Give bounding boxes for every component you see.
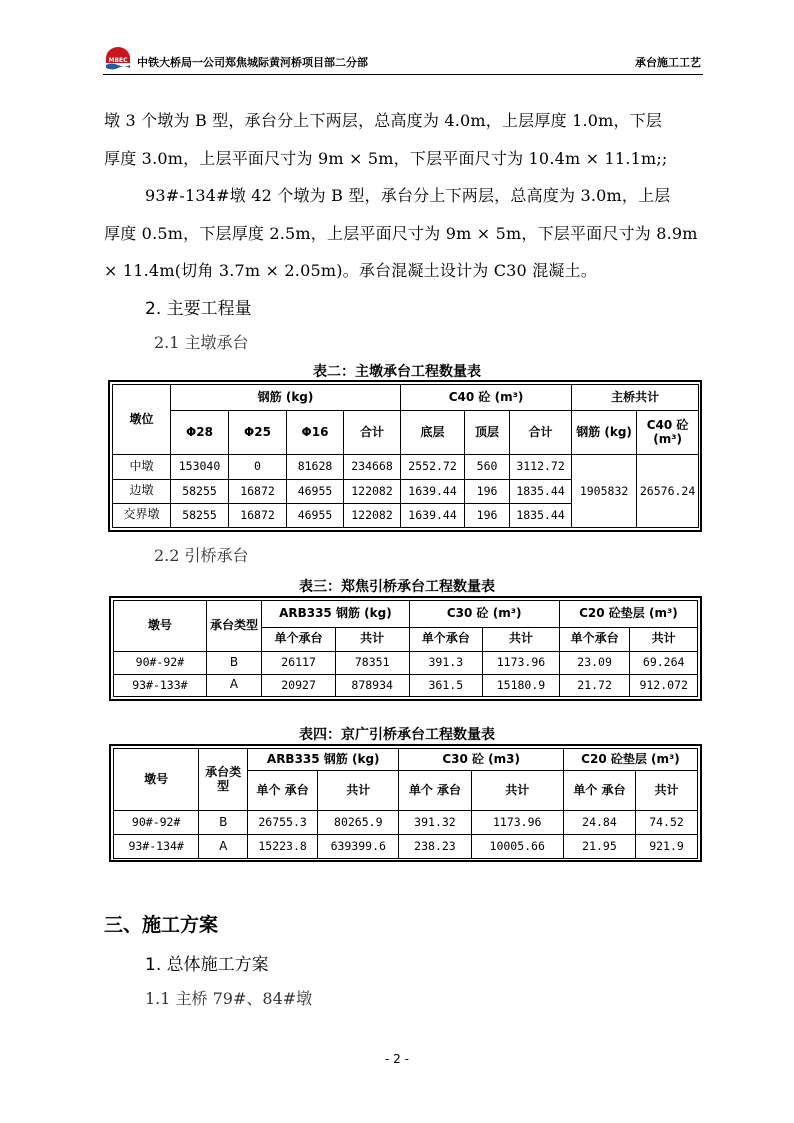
para-line-3: 93#-134#墩 42 个墩为 B 型，承台分上下两层，总高度为 3.0m，上层	[145, 186, 671, 205]
t2-r0-c6: 560	[465, 455, 510, 479]
t4-r0-c7: 74.52	[636, 811, 698, 835]
t2-group-concrete: C40 砼 (m³)	[401, 385, 572, 411]
t4-r1-c6: 21.95	[563, 835, 635, 859]
t2-sub-top: 顶层	[465, 411, 510, 455]
t4-sub-2: 单个 承台	[399, 771, 471, 811]
t3-sub-2: 单个承台	[409, 627, 483, 652]
t2-sub-phi25: Φ25	[229, 411, 287, 455]
t3-r1-c7: 912.072	[630, 674, 698, 697]
para-line-4: 厚度 0.5m，下层厚度 2.5m，上层平面尺寸为 9m × 5m，下层平面尺寸为 8.9m	[104, 224, 698, 243]
para-line-1: 墩 3 个墩为 B 型，承台分上下两层，总高度为 4.0m，上层厚度 1.0m，下层	[104, 111, 663, 130]
t3-r0-c6: 23.09	[559, 652, 630, 674]
t3-r1-c3: 878934	[335, 674, 409, 697]
t3-sub-3: 共计	[483, 627, 560, 652]
t2-r2-c4: 122082	[344, 503, 401, 527]
t2-r0-c4: 234668	[344, 455, 401, 479]
page-number: - 2 -	[385, 1052, 409, 1066]
t4-r1-c2: 15223.8	[248, 835, 318, 859]
table3	[109, 596, 702, 701]
t4-r0-c4: 391.32	[399, 811, 471, 835]
t3-r0-c3: 78351	[335, 652, 409, 674]
t4-r0-c0: 90#-92#	[114, 811, 199, 835]
company-logo-icon	[103, 44, 133, 72]
t3-sub-1: 共计	[335, 627, 409, 652]
t2-total-concrete: 26576.24	[637, 455, 699, 528]
t3-group-concrete: C30 砼 (m³)	[409, 601, 559, 628]
t2-r0-c5: 2552.72	[401, 455, 465, 479]
t2-r1-c3: 46955	[287, 479, 344, 503]
t4-r1-c5: 10005.66	[471, 835, 563, 859]
heading-main-bridge-piers: 1.1 主桥 79#、84#墩	[145, 989, 313, 1008]
t2-sub-steel-sum: 合计	[344, 411, 401, 455]
t4-col-pier: 墩号	[114, 749, 199, 811]
t2-r2-c1: 58255	[171, 503, 229, 527]
t3-r1-c4: 361.5	[409, 674, 483, 697]
table-row	[114, 811, 698, 835]
t3-sub-5: 共计	[630, 627, 698, 652]
t2-group-steel: 钢筋 (kg)	[171, 385, 401, 411]
t4-r0-c3: 80265.9	[318, 811, 399, 835]
t4-r0-c2: 26755.3	[248, 811, 318, 835]
table-row	[114, 835, 698, 859]
t3-r1-c2: 20927	[262, 674, 336, 697]
table-row	[114, 652, 698, 674]
t2-r2-c5: 1639.44	[401, 503, 465, 527]
t2-r2-c2: 16872	[229, 503, 287, 527]
t2-r2-c7: 1835.44	[510, 503, 572, 527]
t4-r1-c1: A	[199, 835, 248, 859]
t2-r1-c6: 196	[465, 479, 510, 503]
t3-group-cushion: C20 砼垫层 (m³)	[559, 601, 697, 628]
t2-total-steel-header: 钢筋 (kg)	[572, 411, 637, 455]
t2-group-total: 主桥共计	[572, 385, 699, 411]
t4-sub-4: 单个 承台	[563, 771, 635, 811]
t3-r1-c0: 93#-133#	[114, 674, 207, 697]
t3-r1-c6: 21.72	[559, 674, 630, 697]
t2-r0-c3: 81628	[287, 455, 344, 479]
t3-r0-c5: 1173.96	[483, 652, 560, 674]
table4	[109, 744, 702, 862]
t3-sub-4: 单个承台	[559, 627, 630, 652]
t4-sub-1: 共计	[318, 771, 399, 811]
t4-r0-c5: 1173.96	[471, 811, 563, 835]
t3-sub-0: 单个承台	[262, 627, 336, 652]
t3-col-pier: 墩号	[114, 601, 207, 652]
t2-col-pier: 墩位	[113, 385, 171, 455]
t4-r1-c3: 639399.6	[318, 835, 399, 859]
svg-text:MBEC: MBEC	[108, 57, 128, 64]
para-line-2: 厚度 3.0m，上层平面尺寸为 9m × 5m，下层平面尺寸为 10.4m × 11.1m;;	[104, 149, 668, 168]
t2-r1-c2: 16872	[229, 479, 287, 503]
heading-main-pier-cap: 2.1 主墩承台	[154, 333, 249, 352]
t4-col-type: 承台类型	[199, 749, 248, 811]
t2-total-steel: 1905832	[572, 455, 637, 528]
table2-caption: 表二：主墩承台工程数量表	[313, 364, 481, 380]
t3-r0-c7: 69.264	[630, 652, 698, 674]
t2-r1-c1: 58255	[171, 479, 229, 503]
t3-group-steel: ARB335 钢筋 (kg)	[262, 601, 409, 628]
t3-r0-c2: 26117	[262, 652, 336, 674]
t2-r2-c3: 46955	[287, 503, 344, 527]
header-doc-title: 承台施工工艺	[635, 56, 701, 69]
table-row	[113, 455, 699, 479]
heading-main-quantities: 2. 主要工程量	[145, 299, 252, 319]
t3-r0-c1: B	[206, 652, 261, 674]
t3-r1-c1: A	[206, 674, 261, 697]
table-row	[114, 674, 698, 697]
table4-caption: 表四：京广引桥承台工程数量表	[299, 727, 495, 743]
t4-r1-c4: 238.23	[399, 835, 471, 859]
para-line-5: × 11.4m(切角 3.7m × 2.05m)。承台混凝土设计为 C30 混凝土。	[104, 261, 598, 280]
t2-r1-c4: 122082	[344, 479, 401, 503]
t2-sub-bottom: 底层	[401, 411, 465, 455]
t4-sub-0: 单个 承台	[248, 771, 318, 811]
t3-r0-c0: 90#-92#	[114, 652, 207, 674]
t2-sub-phi28: Φ28	[171, 411, 229, 455]
t4-r0-c1: B	[199, 811, 248, 835]
t4-r1-c7: 921.9	[636, 835, 698, 859]
t2-r1-c0: 边墩	[113, 479, 171, 503]
t4-sub-5: 共计	[636, 771, 698, 811]
t4-r0-c6: 24.84	[563, 811, 635, 835]
t2-r2-c0: 交界墩	[113, 503, 171, 527]
t3-r1-c5: 15180.9	[483, 674, 560, 697]
t2-r0-c7: 3112.72	[510, 455, 572, 479]
heading-construction-plan: 三、施工方案	[104, 914, 219, 936]
heading-overall-plan: 1. 总体施工方案	[145, 955, 269, 975]
t2-r0-c1: 153040	[171, 455, 229, 479]
t2-r1-c7: 1835.44	[510, 479, 572, 503]
heading-approach-pier-cap: 2.2 引桥承台	[154, 546, 249, 565]
t2-r2-c6: 196	[465, 503, 510, 527]
t4-r1-c0: 93#-134#	[114, 835, 199, 859]
t2-r0-c0: 中墩	[113, 455, 171, 479]
table3-caption: 表三：郑焦引桥承台工程数量表	[299, 579, 495, 595]
table2	[108, 380, 702, 532]
t2-sub-phi16: Φ16	[287, 411, 344, 455]
page-header	[103, 44, 703, 75]
t2-total-conc-header: C40 砼 (m³)	[637, 411, 699, 455]
t2-sub-conc-sum: 合计	[510, 411, 572, 455]
t2-r0-c2: 0	[229, 455, 287, 479]
t4-group-cushion: C20 砼垫层 (m³)	[563, 749, 697, 771]
t4-group-concrete: C30 砼 (m3)	[399, 749, 564, 771]
t4-sub-3: 共计	[471, 771, 563, 811]
t3-r0-c4: 391.3	[409, 652, 483, 674]
t2-r1-c5: 1639.44	[401, 479, 465, 503]
t3-col-type: 承台类型	[206, 601, 261, 652]
t4-group-steel: ARB335 钢筋 (kg)	[248, 749, 399, 771]
header-company: 中铁大桥局一公司郑焦城际黄河桥项目部二分部	[137, 56, 368, 69]
